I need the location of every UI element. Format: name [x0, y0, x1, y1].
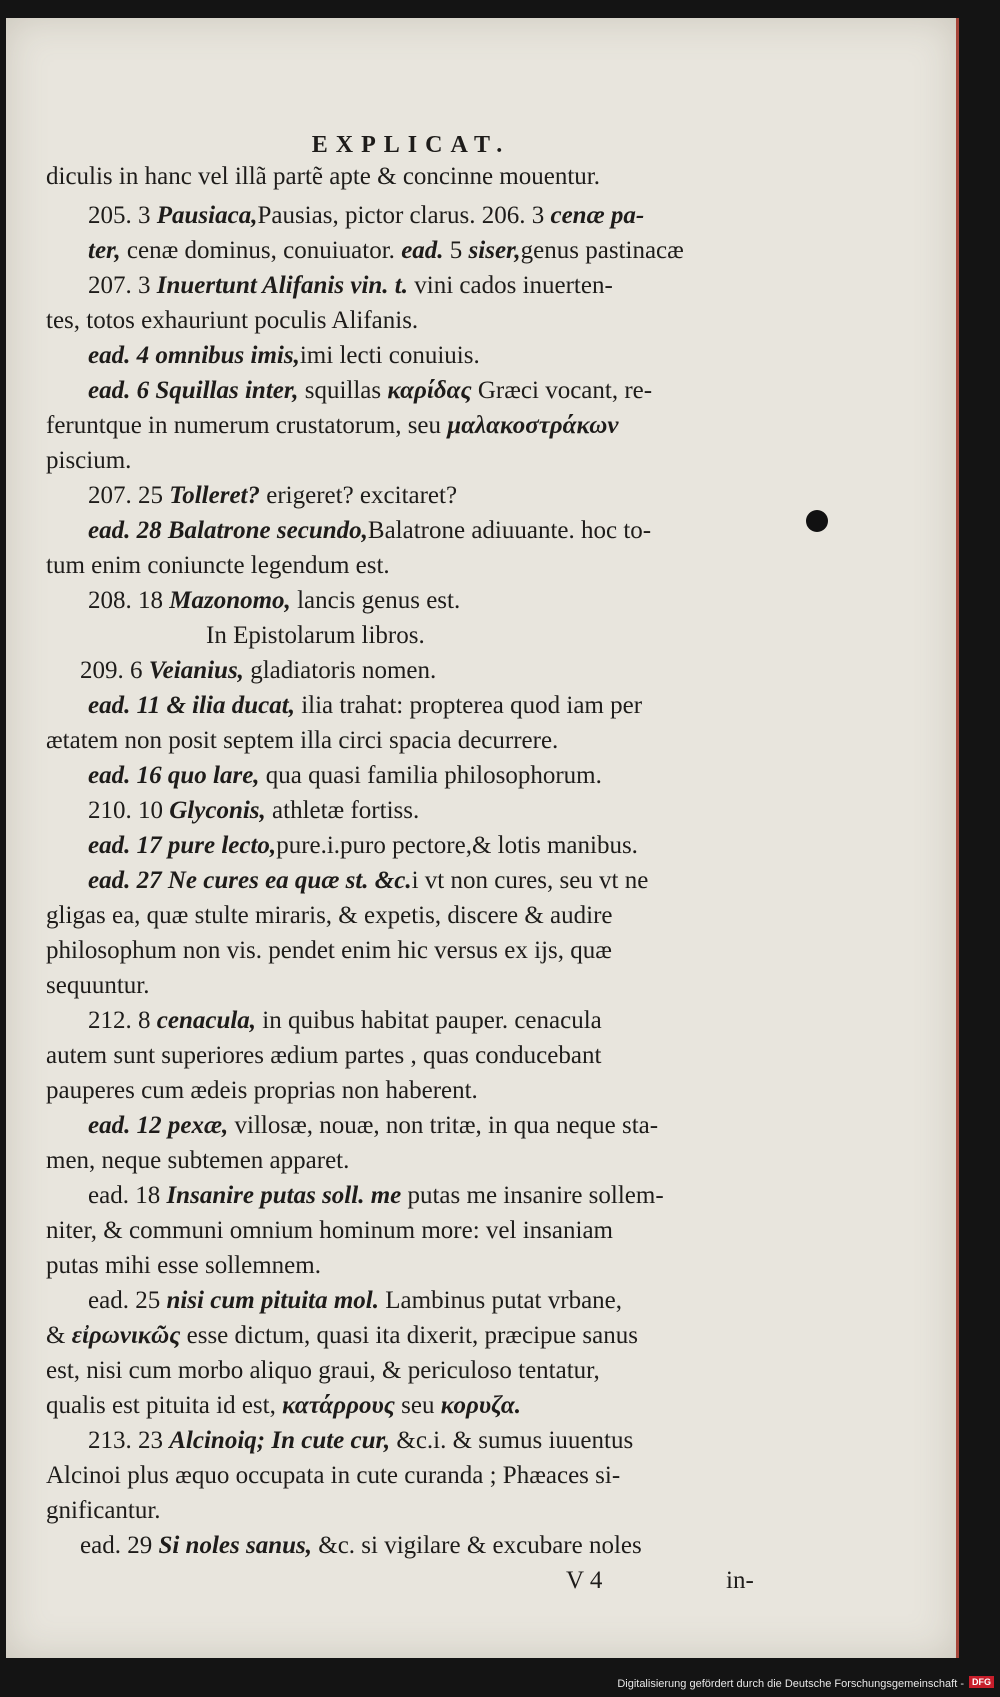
text-segment: philosophum non vis. pendet enim hic versus ex ijs, quæ [46, 937, 612, 964]
text-segment: pauperes cum ædeis proprias non haberent. [46, 1077, 478, 1104]
italic-lemma: ead. 12 [88, 1112, 168, 1139]
text-segment: squillas [298, 377, 388, 404]
italic-lemma: nisi cum pituita mol. [166, 1287, 380, 1314]
text-segment: Græci vocant, re- [471, 377, 653, 404]
italic-lemma: ead. 28 [88, 517, 168, 544]
text-line [46, 1146, 349, 1180]
text-segment: est, nisi cum morbo aliquo graui, & periculoso tentatur, [46, 1357, 600, 1384]
text-line [46, 551, 390, 585]
text-line [88, 271, 613, 305]
text-segment: In Epistolarum libros. [206, 622, 425, 649]
italic-lemma: Inuertunt Alifanis vin. t. [156, 272, 408, 299]
ink-blot [806, 510, 828, 532]
italic-lemma: cenæ pa- [550, 202, 645, 229]
text-segment: ead. 29 [80, 1532, 159, 1559]
italic-lemma: pure lecto, [167, 832, 277, 859]
text-segment: Pausias, pictor clarus. 206. 3 [257, 202, 551, 229]
text-line [46, 1461, 620, 1495]
text-segment: Lambinus putat vrbane, [379, 1287, 623, 1314]
text-segment: 212. 8 [88, 1007, 157, 1034]
text-segment: imi lecti conuiuis. [299, 342, 480, 369]
text-segment: seu [394, 1392, 441, 1419]
italic-lemma: quo lare, [167, 762, 260, 789]
italic-lemma: cenacula, [156, 1007, 257, 1034]
text-segment: ilia trahat: propterea quod iam per [294, 692, 643, 719]
text-line [88, 866, 648, 900]
book-page [6, 18, 959, 1658]
text-segment: erigeret? excitaret? [260, 482, 458, 509]
italic-lemma: ead. 11 [88, 692, 167, 719]
text-segment: qua quasi familia philosophorum. [259, 762, 602, 789]
italic-lemma: Si noles sanus, [158, 1532, 312, 1559]
text-line [88, 586, 460, 620]
text-line [88, 1426, 633, 1460]
text-segment: gladiatoris nomen. [243, 657, 437, 684]
text-segment: pure.i.puro pectore,& lotis manibus. [276, 832, 638, 859]
italic-lemma: καρίδας [387, 377, 472, 404]
text-segment: lancis genus est. [290, 587, 461, 614]
text-line [46, 901, 613, 935]
text-segment: &c.i. & sumus iuuentus [390, 1427, 634, 1454]
text-segment: diculis in hanc vel illã partẽ apte & concinne mouentur. [46, 163, 600, 190]
text-line [88, 201, 644, 235]
text-line [46, 971, 149, 1005]
text-line [88, 1286, 622, 1320]
credit-text: Digitalisierung gefördert durch die Deutsche Forschungsgemeinschaft - [617, 1678, 964, 1690]
text-segment: putas me insanire sollem- [401, 1182, 664, 1209]
italic-lemma: Balatrone secundo, [167, 517, 368, 544]
text-line [46, 726, 558, 760]
credit-bar [0, 1669, 1000, 1697]
text-line [46, 1321, 638, 1355]
text-segment: tum enim coniuncte legendum est. [46, 552, 390, 579]
text-segment: qualis est pituita id est, [46, 1392, 283, 1419]
text-segment: cenæ dominus, conuiuator. [120, 237, 402, 264]
italic-lemma: Squillas inter, [155, 377, 299, 404]
italic-lemma: ead. 6 [88, 377, 156, 404]
text-line [88, 1181, 664, 1215]
italic-lemma: Insanire putas soll. me [166, 1182, 402, 1209]
italic-lemma: ead. 17 [88, 832, 168, 859]
text-line [80, 1531, 642, 1565]
text-line [88, 1111, 658, 1145]
text-segment: athletæ fortiss. [265, 797, 420, 824]
text-segment: villosæ, nouæ, non tritæ, in qua neque sta- [228, 1112, 659, 1139]
text-segment: niter, & communi omnium hominum more: vel insaniam [46, 1217, 613, 1244]
italic-lemma: siser, [468, 237, 521, 264]
text-line [88, 1006, 602, 1040]
dfg-logo: DFG [969, 1676, 994, 1688]
italic-lemma: Mazonomo, [169, 587, 291, 614]
text-segment: men, neque subtemen apparet. [46, 1147, 350, 1174]
text-segment: ead. 18 [88, 1182, 167, 1209]
text-segment: 209. 6 [80, 657, 149, 684]
text-line [88, 761, 602, 795]
italic-lemma: μαλακοστράκων [447, 412, 619, 439]
italic-lemma: pexæ, [167, 1112, 229, 1139]
text-segment: autem sunt superiores ædium partes , quas conducebant [46, 1042, 602, 1069]
text-line [88, 691, 642, 725]
text-line [46, 1041, 601, 1075]
text-line [46, 1356, 600, 1390]
italic-lemma: Ne cures ea quæ st. &c. [167, 867, 412, 894]
italic-lemma: Alcinoiq; In cute cur, [169, 1427, 391, 1454]
text-line [46, 936, 612, 970]
text-segment: putas mihi esse sollemnem. [46, 1252, 321, 1279]
italic-lemma: omnibus imis, [155, 342, 300, 369]
italic-lemma: Pausiaca, [156, 202, 258, 229]
text-segment: 5 [443, 237, 469, 264]
text-line [46, 1251, 321, 1285]
italic-lemma: κατάρρους [282, 1392, 395, 1419]
text-line [46, 411, 618, 445]
text-segment: Balatrone adiuuante. hoc to- [367, 517, 652, 544]
text-line [88, 341, 480, 375]
text-line [88, 516, 651, 550]
signature-mark: V 4 [566, 1567, 603, 1594]
text-segment: ætatem non posit septem illa circi spacia decurrere. [46, 727, 559, 754]
text-line [46, 162, 600, 196]
text-segment: in quibus habitat pauper. cenacula [256, 1007, 602, 1034]
text-line [46, 1496, 161, 1530]
italic-lemma: Glyconis, [169, 797, 266, 824]
text-segment: Alcinoi plus æquo occupata in cute curanda ; Phæaces si- [46, 1462, 621, 1489]
text-line [88, 236, 684, 270]
catchword: in- [726, 1567, 754, 1594]
italic-lemma: ead. [401, 237, 444, 264]
text-line [80, 656, 436, 690]
italic-lemma: Veianius, [148, 657, 244, 684]
text-segment: & [46, 1322, 72, 1349]
text-line [46, 1216, 613, 1250]
italic-lemma: ead. 16 [88, 762, 168, 789]
text-segment: 207. 3 [88, 272, 157, 299]
text-segment: 208. 18 [88, 587, 170, 614]
text-segment: 205. 3 [88, 202, 157, 229]
running-head: EXPLICAT. [311, 132, 511, 158]
text-segment: ead. 25 [88, 1287, 167, 1314]
italic-lemma: ead. 27 [88, 867, 168, 894]
text-segment: i vt non cures, seu vt ne [411, 867, 649, 894]
text-segment: &c. si vigilare & excubare noles [312, 1532, 642, 1559]
italic-lemma: & ilia ducat, [166, 692, 295, 719]
text-line [46, 1391, 521, 1425]
text-segment: 210. 10 [88, 797, 170, 824]
text-segment: gnificantur. [46, 1497, 161, 1524]
text-line [88, 796, 419, 830]
text-line [206, 621, 425, 655]
text-segment: genus pastinacæ [520, 237, 684, 264]
italic-lemma: ead. 4 [88, 342, 156, 369]
text-segment: tes, totos exhauriunt poculis Alifanis. [46, 307, 419, 334]
italic-lemma: Tolleret? [169, 482, 260, 509]
text-segment: 213. 23 [88, 1427, 170, 1454]
text-line [46, 1076, 478, 1110]
italic-lemma: ter, [88, 237, 121, 264]
text-segment: 207. 25 [88, 482, 170, 509]
italic-lemma: κορυζα. [440, 1392, 521, 1419]
text-line [46, 306, 418, 340]
text-segment: esse dictum, quasi ita dixerit, præcipue sanus [180, 1322, 638, 1349]
text-segment: vini cados inuerten- [408, 272, 613, 299]
text-line [88, 481, 457, 515]
text-segment: sequuntur. [46, 972, 150, 999]
text-segment: piscium. [46, 447, 132, 474]
text-line [46, 446, 131, 480]
text-line [88, 376, 652, 410]
italic-lemma: εἰρωνικῶς [71, 1322, 181, 1349]
text-line [88, 831, 638, 865]
text-segment: feruntque in numerum crustatorum, seu [46, 412, 448, 439]
text-segment: gligas ea, quæ stulte miraris, & expetis, discere & audire [46, 902, 613, 929]
